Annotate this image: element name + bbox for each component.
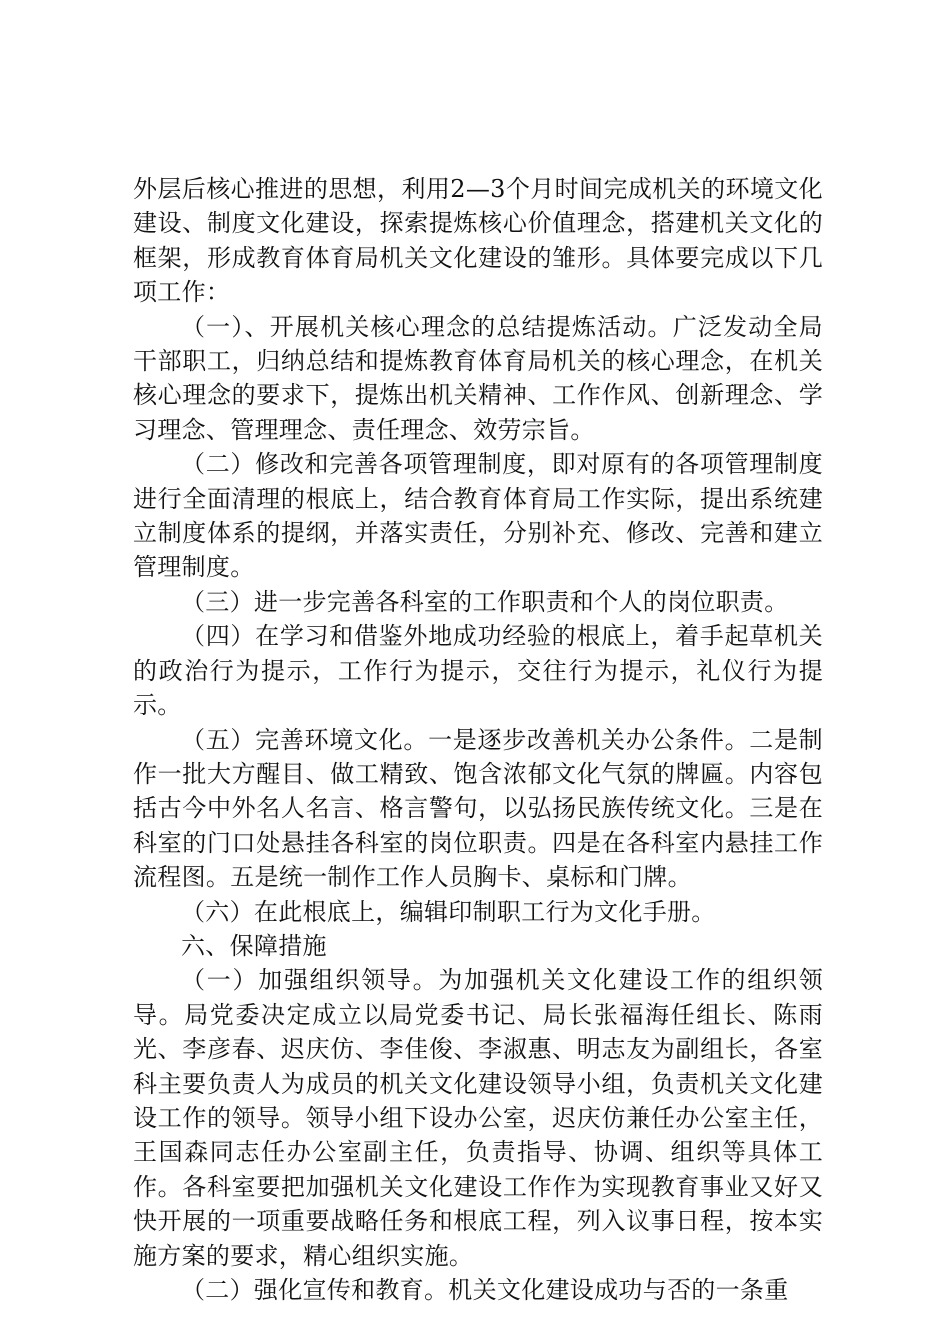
paragraph-1: 外层后核心推进的思想，利用2—3个月时间完成机关的环境文化建设、制度文化建设，探索提炼核心价值理念，搭建机关文化的框架，形成教育体育局机关文化建设的雏形。具体要完成以下几项工作： bbox=[133, 175, 823, 307]
paragraph-7: （六）在此根底上，编辑印制职工行为文化手册。 bbox=[181, 897, 716, 926]
paragraph-10: （二）强化宣传和教育。机关文化建设成功与否的一条重 bbox=[181, 1276, 789, 1304]
paragraph-5: （四）在学习和借鉴外地成功经验的根底上，着手起草机关的政治行为提示，工作行为提示，交往行为提示，礼仪行为提示。 bbox=[133, 622, 823, 720]
paragraph-6: （五）完善环境文化。一是逐步改善机关办公条件。二是制作一批大方醒目、做工精致、饱含浓郁文化气氛的牌匾。内容包括古今中外名人名言、格言警句，以弘扬民族传统文化。三是在科室的门口处悬挂各科室的岗位职责。四是在各科室内悬挂工作流程图。五是统一制作工作人员胸卡、桌标和门牌。 bbox=[133, 725, 823, 892]
paragraph-3: （二）修改和完善各项管理制度，即对原有的各项管理制度进行全面清理的根底上，结合教育体育局工作实际，提出系统建立制度体系的提纲，并落实责任，分别补充、修改、完善和建立管理制度。 bbox=[133, 450, 823, 582]
paragraph-9: （一）加强组织领导。为加强机关文化建设工作的组织领导。局党委决定成立以局党委书记、局长张福海任组长、陈雨光、李彦春、迟庆仿、李佳俊、李淑惠、明志友为副组长，各室科主要负责人为成员的机关文化建设领导小组，负责机关文化建设工作的领导。领导小组下设办公室，迟庆仿兼任办公室主任，王国森同志任办公室副主任，负责指导、协调、组织等具体工作。各科室要把加强机关文化建设工作作为实现教育事业又好又快开展的一项重要战略任务和根底工程，列入议事日程，按本实施方案的要求，精心组织实施。 bbox=[133, 966, 823, 1270]
paragraph-4: （三）进一步完善各科室的工作职责和个人的岗位职责。 bbox=[181, 587, 789, 616]
paragraph-2: （一）、开展机关核心理念的总结提炼活动。广泛发动全局干部职工，归纳总结和提炼教育体育局机关的核心理念，在机关核心理念的要求下，提炼出机关精神、工作作风、创新理念、学习理念、管理理念、责任理念、效劳宗旨。 bbox=[133, 312, 823, 444]
document-body bbox=[133, 172, 823, 1307]
section-heading-6: 六、保障措施 bbox=[181, 931, 327, 960]
